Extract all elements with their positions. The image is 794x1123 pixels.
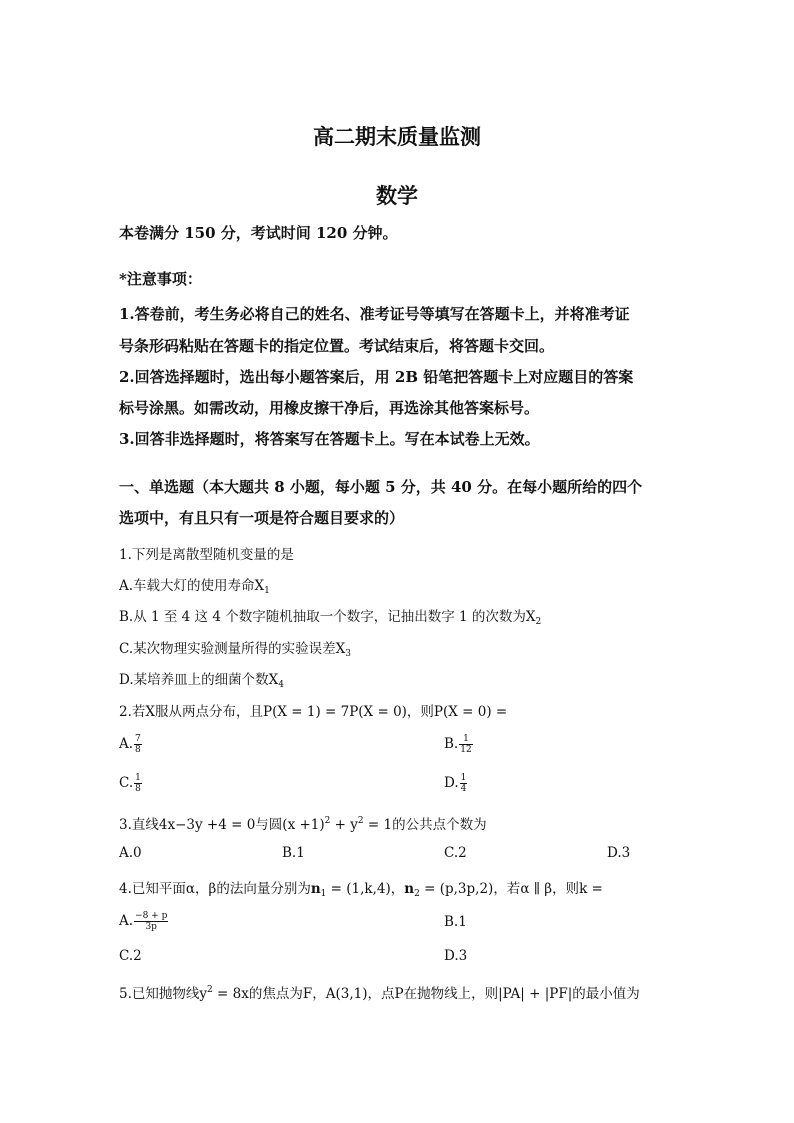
- q1-option-c: C.某次物理实验测量所得的实验误差$X_3$: [119, 641, 351, 659]
- q3-stem: 3.直线4x−3y +4 = 0与圆$(x +1)^2 + y^2 = 1$的公共点个数为: [119, 816, 487, 833]
- section-heading-line-1: 一、单选题（本大题共 8 小题，每小题 5 分，共 40 分。在每小题所给的四个: [119, 478, 643, 496]
- q5-stem: 5.已知抛物线$y^2 = 8x$的焦点为F，A(3,1)，点P在抛物线上，则|PA| + |PF|的最小值为: [119, 985, 640, 1002]
- fraction: $\frac{7}{8}$: [135, 734, 141, 755]
- fraction: $\frac{1}{12}$: [460, 734, 472, 755]
- exam-info: 本卷满分 150 分，考试时间 120 分钟。: [119, 224, 398, 242]
- note-1-line-2: 号条形码粘贴在答题卡的指定位置。考试结束后，将答题卡交回。: [119, 337, 555, 355]
- exam-title: 高二期末质量监测: [313, 124, 481, 149]
- q3-option-c: C.2: [444, 845, 467, 861]
- q2-stem: 2.若X服从两点分布，且P(X = 1) = 7P(X = 0)，则P(X = 0) =: [119, 704, 508, 720]
- q4-option-c: C.2: [119, 948, 142, 964]
- q2-option-a: A. $\frac{7}{8}$: [119, 734, 141, 755]
- q1-option-d: D.某培养皿上的细菌个数$X_4$: [119, 672, 284, 690]
- q4-option-d: D.3: [444, 948, 468, 964]
- subject-title: 数学: [376, 183, 418, 208]
- fraction: $\frac{1}{4}$: [460, 773, 467, 794]
- notes-heading: *注意事项：: [119, 270, 202, 288]
- q4-stem: 4.已知平面α，β的法向量分别为$n_1 = (1,k,4)$，$n_2 = (p,3p,2)$，若α ∥ β，则k =: [119, 881, 603, 899]
- section-heading-line-2: 选项中，有且只有一项是符合题目要求的）: [119, 509, 405, 527]
- note-1-line-1: 1.答卷前，考生务必将自己的姓名、准考证号等填写在答题卡上，并将准考证: [119, 305, 630, 323]
- q4-option-a: A. $\frac{-8 + p}{3p}$: [119, 911, 168, 932]
- q3-option-d: D.3: [607, 845, 631, 861]
- note-3: 3.回答非选择题时，将答案写在答题卡上。写在本试卷上无效。: [119, 430, 540, 448]
- note-2-line-2: 标号涂黑。如需改动，用橡皮擦干净后，再选涂其他答案标号。: [119, 399, 540, 417]
- q2-option-d: D. $\frac{1}{4}$: [444, 773, 467, 794]
- q2-option-b: B. $\frac{1}{12}$: [444, 734, 472, 755]
- fraction: $\frac{1}{8}$: [135, 773, 141, 794]
- q4-option-b: B.1: [444, 914, 467, 930]
- q3-option-a: A.0: [119, 845, 142, 861]
- q1-stem: 1.下列是离散型随机变量的是: [119, 547, 294, 563]
- q1-option-a: A.车载大灯的使用寿命$X_1$: [119, 578, 270, 596]
- q2-option-c: C. $\frac{1}{8}$: [119, 773, 141, 794]
- q1-option-b: B.从 1 至 4 这 4 个数字随机抽取一个数字，记抽出数字 1 的次数为$X_2$: [119, 609, 542, 627]
- note-2-line-1: 2.回答选择题时，选出每小题答案后，用 2B 铅笔把答题卡上对应题目的答案: [119, 368, 634, 386]
- fraction: $\frac{-8 + p}{3p}$: [135, 911, 168, 932]
- q3-option-b: B.1: [282, 845, 305, 861]
